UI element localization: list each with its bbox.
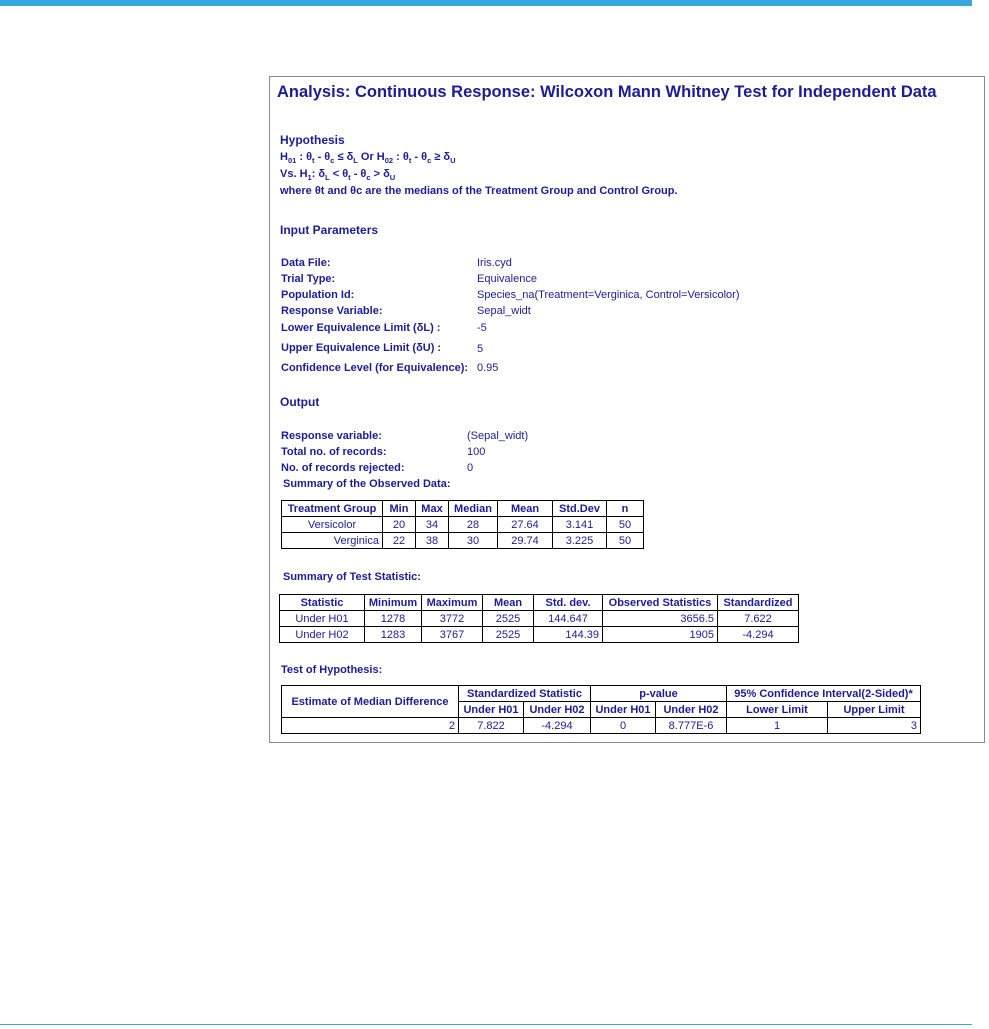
table-cell: 38	[416, 533, 449, 549]
table-cell: 3767	[422, 627, 483, 643]
table-cell: 8.777E-6	[656, 718, 727, 734]
column-header: n	[607, 501, 644, 517]
param-label: Trial Type:	[281, 273, 336, 285]
table-cell: 50	[607, 517, 644, 533]
table-cell: 3.141	[553, 517, 607, 533]
hypothesis-heading: Hypothesis	[280, 133, 345, 147]
param-value: 0.95	[477, 362, 499, 374]
table-cell: 20	[383, 517, 416, 533]
table-cell: 1905	[603, 627, 718, 643]
table-cell: -4.294	[718, 627, 799, 643]
param-label: Response Variable:	[281, 305, 383, 317]
column-header: Treatment Group	[282, 501, 383, 517]
column-header: Upper Limit	[828, 702, 921, 718]
output-label: Total no. of records:	[281, 446, 387, 458]
column-header: Minimum	[365, 595, 422, 611]
report-title: Analysis: Continuous Response: Wilcoxon Mann Whitney Test for Independent Data	[277, 83, 937, 101]
table-header-row	[282, 686, 921, 702]
table-cell: 50	[607, 533, 644, 549]
table-row	[282, 517, 644, 533]
param-value: Species_na(Treatment=Verginica, Control=Versicolor)	[477, 289, 740, 301]
table-cell: 1	[727, 718, 828, 734]
table-cell: 144.647	[534, 611, 603, 627]
table-header-row	[280, 595, 799, 611]
test-statistic-heading: Summary of Test Statistic:	[283, 571, 421, 583]
column-header: Median	[449, 501, 498, 517]
test-statistic-table	[279, 594, 799, 643]
table-row	[280, 627, 799, 643]
column-header: Max	[416, 501, 449, 517]
param-label: Lower Equivalence Limit (δL) :	[281, 322, 441, 334]
column-group-header: p-value	[591, 686, 727, 702]
table-cell: 30	[449, 533, 498, 549]
param-label: Confidence Level (for Equivalence):	[281, 362, 469, 374]
hypothesis-where: where θt and θc are the medians of the Treatment Group and Control Group.	[280, 185, 678, 197]
table-row	[282, 718, 921, 734]
output-label: No. of records rejected:	[281, 462, 405, 474]
column-header: Standardized	[718, 595, 799, 611]
column-header: Min	[383, 501, 416, 517]
table-cell: 28	[449, 517, 498, 533]
top-accent-bar	[0, 0, 972, 6]
column-header: Mean	[498, 501, 553, 517]
param-label: Upper Equivalence Limit (δU) :	[281, 342, 442, 354]
table-cell: 3656.5	[603, 611, 718, 627]
column-header: Maximum	[422, 595, 483, 611]
param-label: Data File:	[281, 257, 331, 269]
column-header: Under H02	[656, 702, 727, 718]
table-cell: 2	[282, 718, 459, 734]
output-heading: Output	[280, 395, 320, 409]
table-cell: 29.74	[498, 533, 553, 549]
analysis-report-panel	[269, 76, 985, 743]
param-value: Equivalence	[477, 273, 537, 285]
column-header: Lower Limit	[727, 702, 828, 718]
param-value: 5	[477, 343, 484, 355]
param-label: Population Id:	[281, 289, 355, 301]
column-header: Under H02	[524, 702, 591, 718]
column-group-header: Standardized Statistic	[459, 686, 591, 702]
table-cell: 34	[416, 517, 449, 533]
table-cell: 3772	[422, 611, 483, 627]
table-cell: Under H02	[280, 627, 365, 643]
table-cell: 3	[828, 718, 921, 734]
observed-summary-heading: Summary of the Observed Data:	[283, 478, 451, 490]
column-header: Mean	[483, 595, 534, 611]
output-label: Response variable:	[281, 430, 382, 442]
bottom-divider	[0, 1024, 972, 1025]
table-header-row	[282, 501, 644, 517]
column-header: Statistic	[280, 595, 365, 611]
column-header: Under H01	[591, 702, 656, 718]
column-header: Under H01	[459, 702, 524, 718]
table-cell: 2525	[483, 627, 534, 643]
hypothesis-alternative: Vs. $H_1$: $\delta_L < \theta_t - \theta_c > \delta_U$	[280, 168, 396, 183]
output-value: (Sepal_widt)	[467, 430, 529, 442]
output-value: 0	[467, 462, 474, 474]
input-parameters-heading: Input Parameters	[280, 223, 379, 237]
table-cell: Verginica	[282, 533, 383, 549]
table-cell: 1283	[365, 627, 422, 643]
table-row	[280, 611, 799, 627]
param-value: Iris.cyd	[477, 257, 512, 269]
column-group-header: 95% Confidence Interval(2-Sided)*	[727, 686, 921, 702]
output-value: 100	[467, 446, 486, 458]
hypothesis-null: $H_{01}$ : $\theta_t - \theta_c \le \delta_L$ Or $H_{02}$ : $\theta_t - \theta_c \ge \delta_U$	[280, 151, 456, 166]
column-header: Estimate of Median Difference	[282, 686, 459, 718]
table-cell: Under H01	[280, 611, 365, 627]
param-value: -5	[477, 322, 487, 334]
column-header: Std. dev.	[534, 595, 603, 611]
test-of-hypothesis-heading: Test of Hypothesis:	[281, 664, 383, 676]
table-cell: 27.64	[498, 517, 553, 533]
hypothesis-test-table	[281, 685, 921, 734]
observed-data-table	[281, 500, 644, 549]
table-cell: 144.39	[534, 627, 603, 643]
table-cell: 2525	[483, 611, 534, 627]
param-value: Sepal_widt	[477, 305, 531, 317]
column-header: Observed Statistics	[603, 595, 718, 611]
table-cell: Versicolor	[282, 517, 383, 533]
table-row	[282, 533, 644, 549]
table-cell: 3.225	[553, 533, 607, 549]
table-cell: -4.294	[524, 718, 591, 734]
table-cell: 1278	[365, 611, 422, 627]
table-cell: 0	[591, 718, 656, 734]
table-cell: 7.622	[718, 611, 799, 627]
table-cell: 22	[383, 533, 416, 549]
column-header: Std.Dev	[553, 501, 607, 517]
table-cell: 7.822	[459, 718, 524, 734]
